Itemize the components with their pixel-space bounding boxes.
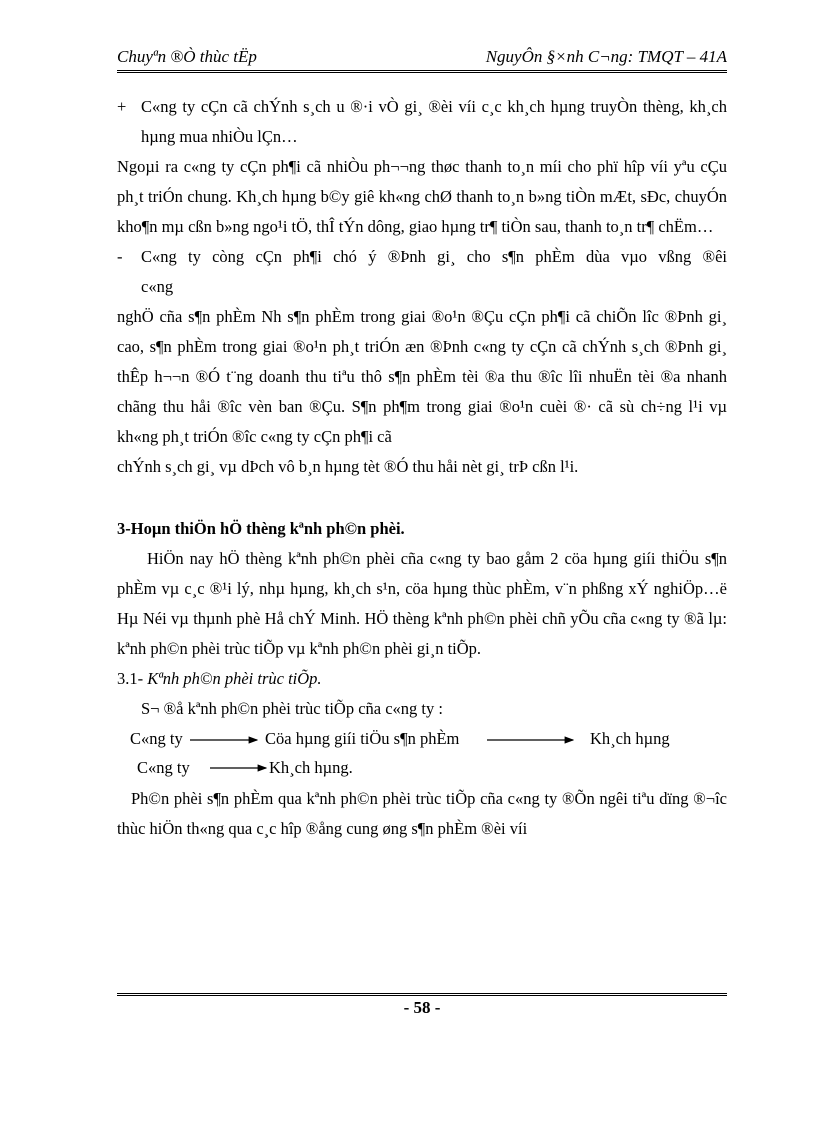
bullet-text: C«ng ty cÇn cã chÝnh s¸ch u ®·i vÒ gi¸ ®èi víi c¸c kh¸ch hµng truyÒn thèng, kh¸ch hµng mua nhiÒu lÇn… (141, 97, 727, 146)
bullet-item (117, 242, 727, 302)
bullet-marker: + (117, 97, 127, 116)
diagram-node: Cöa hµng giíi tiÖu s¶n phÈm (265, 729, 460, 748)
diagram-node: C«ng ty (130, 729, 183, 748)
page-number: - 58 - (403, 998, 441, 1017)
header-right-text: NguyÔn §×nh C¬ng: TMQT – 41A (485, 47, 727, 66)
header-left-text: Chuyªn ®Ò thùc tËp (117, 47, 257, 66)
bullet-line: c«ng (141, 277, 174, 296)
paragraph: S¬ ®å kªnh ph©n phèi trùc tiÕp cña c«ng ty : (141, 699, 443, 718)
diagram-node: Kh¸ch hµng (590, 729, 670, 748)
page-header (117, 44, 727, 73)
page-footer (117, 993, 727, 1030)
subsection-heading (117, 664, 727, 694)
spacer (117, 482, 727, 514)
bullet-marker: - (117, 247, 123, 266)
paragraph: nghÖ cña s¶n phÈm Nh s¶n phÈm trong giai ®o¹n ®Çu cÇn ph¶i cã chiÕn lîc ®Þnh gi¸ cao, s¶n phÈm trong giai ®o¹n ph¸t triÓn æn ®Þnh c«ng ty cÇn cã chÝnh s¸ch ®Þnh gi¸ thÊp h¬¬n ®Ó t¨ng doanh thu tiªu thô s¶n phÈm tèi ®a thu ®îc lîi nhuËn tèi ®a nhanh chãng thu håi ®îc vèn ban ®Çu. S¶n ph¶m trong giai ®o¹n cuèi ®· cã sù ch÷ng l¹i vµ kh«ng ph¸t triÓn ®îc c«ng ty cÇn ph¶i cã (117, 307, 727, 446)
diagram-node: C«ng ty (137, 758, 190, 777)
subsection-number: 3.1- (117, 669, 144, 688)
subsection-title: Kªnh ph©n phèi trùc tiÕp. (147, 669, 322, 688)
bullet-text (141, 242, 727, 302)
bullet-line: C«ng ty còng cÇn ph¶i chó ý ®Þnh gi¸ cho s¶n phÈm dùa vµo vßng ®êi (141, 247, 727, 266)
paragraph: chÝnh s¸ch gi¸ vµ dÞch vô b¸n hµng tèt ®Ó thu håi nèt gi¸ trÞ cßn l¹i. (117, 457, 579, 476)
paragraph: Ngoµi ra c«ng ty cÇn ph¶i cã nhiÒu ph¬¬ng thøc thanh to¸n míi cho phï hîp víi yªu cÇu ph¸t triÓn chung. Kh¸ch hµng b©y giê kh«ng chØ thanh to¸n b»ng tiÒn mÆt, sÐc, chuyÓn kho¶n mµ cßn b»ng ngo¹i tÖ, thÎ tÝn dông, giao hµng tr¶ tiÒn sau, thanh to¸n tr¶ chËm… (117, 157, 727, 236)
bullet-item (117, 92, 727, 152)
paragraph: Ph©n phèi s¶n phÈm qua kªnh ph©n phèi trùc tiÕp cña c«ng ty ®Õn ngêi tiªu dïng ®¬îc thùc hiÖn th«ng qua c¸c hîp ®ång cung øng s¶n phÈm ®èi víi (117, 789, 727, 838)
paragraph: HiÖn nay hÖ thèng kªnh ph©n phèi cña c«ng ty bao gåm 2 cöa hµng giíi thiÖu s¶n phÈm vµ c¸c ®¹i lý, nhµ hµng, kh¸ch s¹n, cöa hµng thùc phÈm, v¨n phßng xÝ nghiÖp…ë Hµ Néi vµ thµnh phè Hå chÝ Minh. HÖ thèng kªnh ph©n phèi chñ yÕu cña c«ng ty ®ã lµ: kªnh ph©n phèi trùc tiÕp vµ kªnh ph©n phèi gi¸n tiÕp. (117, 549, 727, 658)
section-heading: 3-Hoµn thiÖn hÖ thèng kªnh ph©n phèi. (117, 519, 405, 538)
page-content (117, 92, 727, 844)
diagram-node: Kh¸ch hµng. (269, 758, 353, 777)
channel-diagram (117, 724, 727, 784)
